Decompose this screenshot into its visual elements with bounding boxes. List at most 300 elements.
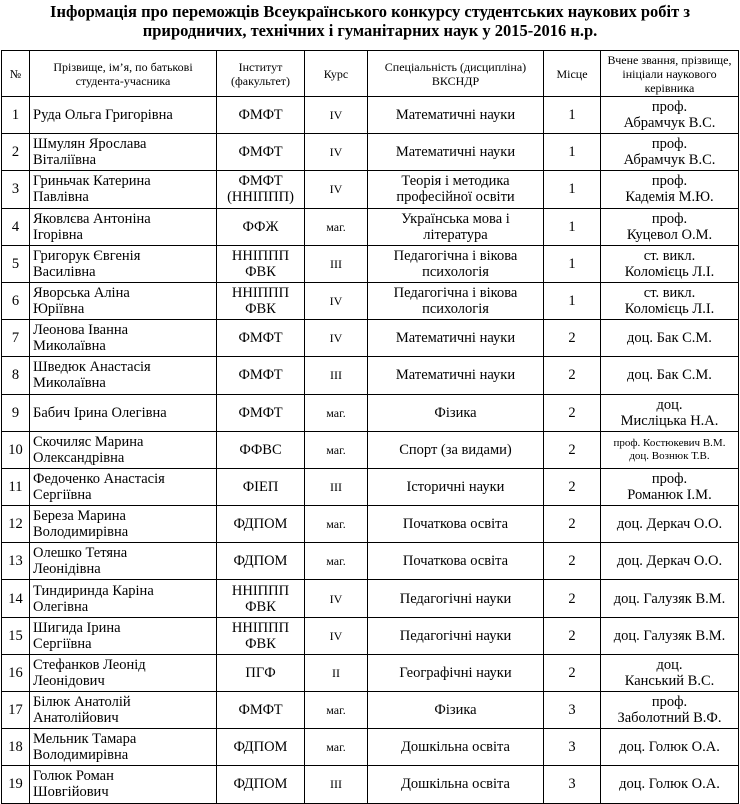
cell-institute-line: ФМФТ bbox=[238, 107, 283, 124]
cell-student-name-line: Миколаївна bbox=[33, 338, 106, 355]
cell-institute bbox=[217, 357, 305, 394]
cell-course bbox=[305, 171, 368, 208]
table-row bbox=[2, 729, 739, 766]
header-course: Курс bbox=[305, 51, 368, 97]
cell-institute-line: ННІППП bbox=[231, 582, 290, 599]
cell-supervisor bbox=[601, 729, 739, 766]
cell-num bbox=[2, 357, 30, 394]
cell-student-name-line: Олегівна bbox=[33, 598, 89, 615]
cell-place bbox=[544, 171, 601, 208]
cell-num bbox=[2, 692, 30, 729]
cell-supervisor-line: Кадемія М.Ю. bbox=[625, 189, 714, 206]
cell-place bbox=[544, 431, 601, 468]
cell-student-name-line: Бабич Ірина Олегівна bbox=[33, 404, 167, 421]
cell-supervisor-line: Канський В.С. bbox=[624, 672, 715, 689]
cell-supervisor-line: проф. bbox=[651, 136, 688, 153]
cell-specialty-line: Педагогічні науки bbox=[399, 627, 512, 644]
cell-specialty bbox=[368, 766, 544, 803]
cell-place-line: 2 bbox=[568, 441, 576, 458]
cell-num-line: 18 bbox=[8, 739, 23, 756]
cell-supervisor-line: ст. викл. bbox=[643, 247, 696, 264]
cell-supervisor bbox=[601, 468, 739, 505]
cell-specialty bbox=[368, 580, 544, 617]
cell-course bbox=[305, 320, 368, 357]
cell-student-name-line: Олешко Тетяна bbox=[33, 545, 128, 562]
table-row bbox=[2, 320, 739, 357]
cell-institute-line: (ННІППП) bbox=[227, 189, 294, 206]
header-specialty: Спеціальність (дисципліна) ВКСНДР bbox=[368, 51, 544, 97]
cell-institute-line: ФМФТ bbox=[238, 702, 283, 719]
cell-num bbox=[2, 506, 30, 543]
cell-num-line: 17 bbox=[8, 702, 23, 719]
cell-specialty-line: Математичні науки bbox=[395, 107, 516, 124]
cell-supervisor-line: Мислiцька Н.А. bbox=[620, 412, 719, 429]
cell-place bbox=[544, 134, 601, 171]
cell-course bbox=[305, 357, 368, 394]
cell-num bbox=[2, 320, 30, 357]
table-row bbox=[2, 134, 739, 171]
cell-student-name-line: Яковлєва Антоніна bbox=[33, 210, 151, 227]
cell-place bbox=[544, 357, 601, 394]
cell-institute-line: ФМФТ bbox=[238, 330, 283, 347]
cell-supervisor bbox=[601, 692, 739, 729]
cell-num-line: 10 bbox=[8, 441, 23, 458]
cell-place-line: 1 bbox=[568, 293, 576, 310]
cell-place bbox=[544, 729, 601, 766]
title-line-2: природничих, технічних і гуманітарних наук у 2015-2016 н.р. bbox=[142, 21, 598, 40]
cell-place bbox=[544, 468, 601, 505]
cell-institute-line: ННІППП bbox=[231, 619, 290, 636]
cell-course bbox=[305, 97, 368, 134]
cell-course bbox=[305, 394, 368, 431]
cell-supervisor-line: Абрамчук В.С. bbox=[623, 115, 716, 132]
cell-student-name bbox=[30, 468, 217, 505]
cell-institute-line: ФФЖ bbox=[242, 218, 279, 235]
cell-num-line: 8 bbox=[11, 367, 20, 384]
cell-course-line: III bbox=[330, 256, 342, 271]
cell-supervisor bbox=[601, 320, 739, 357]
cell-supervisor bbox=[601, 245, 739, 282]
cell-supervisor-line: доц. Голюк О.А. bbox=[619, 776, 720, 793]
cell-num bbox=[2, 729, 30, 766]
cell-institute bbox=[217, 543, 305, 580]
cell-num-line: 11 bbox=[8, 478, 23, 495]
cell-institute bbox=[217, 320, 305, 357]
cell-supervisor-line: доц. bbox=[656, 396, 683, 413]
cell-student-name-line: Скочиляс Марина bbox=[33, 433, 144, 450]
cell-institute-line: ПГФ bbox=[245, 664, 276, 681]
cell-supervisor-line: доц. Галузяк В.М. bbox=[613, 627, 726, 644]
table-header-row bbox=[2, 51, 739, 97]
cell-num-line: 3 bbox=[11, 181, 20, 198]
cell-student-name bbox=[30, 134, 217, 171]
cell-student-name-line: Мельник Тамара bbox=[33, 731, 137, 748]
cell-num-line: 6 bbox=[11, 293, 20, 310]
cell-student-name-line: Шведюк Анастасія bbox=[33, 359, 151, 376]
cell-student-name bbox=[30, 506, 217, 543]
cell-course bbox=[305, 729, 368, 766]
cell-supervisor bbox=[601, 171, 739, 208]
cell-course-line: маг. bbox=[326, 703, 346, 718]
cell-specialty-line: Фізика bbox=[434, 404, 477, 421]
cell-specialty-line: психологія bbox=[422, 301, 489, 318]
cell-place bbox=[544, 580, 601, 617]
cell-institute-line: ФВК bbox=[245, 301, 276, 318]
cell-student-name bbox=[30, 208, 217, 245]
cell-institute bbox=[217, 580, 305, 617]
cell-student-name bbox=[30, 617, 217, 654]
cell-course bbox=[305, 692, 368, 729]
cell-supervisor bbox=[601, 580, 739, 617]
cell-student-name-line: Леонова Іванна bbox=[33, 322, 129, 339]
table-row bbox=[2, 282, 739, 319]
cell-institute bbox=[217, 282, 305, 319]
cell-course-line: маг. bbox=[326, 740, 346, 755]
cell-institute bbox=[217, 245, 305, 282]
cell-num bbox=[2, 766, 30, 803]
cell-supervisor bbox=[601, 506, 739, 543]
cell-supervisor-line: доц. Бак С.М. bbox=[627, 367, 712, 384]
cell-institute-line: ФМФТ bbox=[238, 404, 283, 421]
cell-specialty bbox=[368, 654, 544, 691]
cell-course bbox=[305, 282, 368, 319]
cell-institute bbox=[217, 654, 305, 691]
table-row bbox=[2, 431, 739, 468]
cell-supervisor-line: доц. Бак С.М. bbox=[627, 330, 712, 347]
cell-num-line: 14 bbox=[8, 590, 23, 607]
cell-institute bbox=[217, 729, 305, 766]
table-row bbox=[2, 617, 739, 654]
cell-place-line: 2 bbox=[568, 664, 576, 681]
cell-course-line: маг. bbox=[326, 517, 346, 532]
cell-specialty bbox=[368, 729, 544, 766]
cell-student-name-line: Шмулян Ярослава bbox=[33, 136, 147, 153]
cell-institute-line: ФВК bbox=[245, 598, 276, 615]
cell-specialty bbox=[368, 357, 544, 394]
cell-specialty-line: література bbox=[423, 226, 488, 243]
winners-table bbox=[1, 50, 739, 804]
header-supervisor: Вчене звання, прізвище, ініціали наукового керівника bbox=[601, 51, 739, 97]
cell-supervisor bbox=[601, 543, 739, 580]
cell-specialty-line: психологія bbox=[422, 263, 489, 280]
table-row bbox=[2, 208, 739, 245]
cell-institute-line: ФВК bbox=[245, 263, 276, 280]
document-title bbox=[0, 0, 740, 42]
cell-specialty bbox=[368, 282, 544, 319]
cell-specialty bbox=[368, 543, 544, 580]
cell-place-line: 1 bbox=[568, 218, 576, 235]
cell-student-name-line: Гриньчак Катерина bbox=[33, 173, 151, 190]
cell-specialty-line: Педагогічні науки bbox=[399, 590, 512, 607]
cell-course-line: III bbox=[330, 368, 342, 383]
cell-place-line: 2 bbox=[568, 404, 576, 421]
cell-course-line: II bbox=[332, 665, 340, 680]
cell-course bbox=[305, 134, 368, 171]
cell-institute bbox=[217, 617, 305, 654]
cell-supervisor-line: доц. bbox=[656, 656, 683, 673]
cell-supervisor-line: проф. Костюкевич В.М. bbox=[613, 436, 726, 449]
cell-course-line: III bbox=[330, 479, 342, 494]
cell-supervisor-line: проф. bbox=[651, 99, 688, 116]
table-row bbox=[2, 245, 739, 282]
cell-institute-line: ННІППП bbox=[231, 285, 290, 302]
table-row bbox=[2, 654, 739, 691]
cell-place bbox=[544, 506, 601, 543]
cell-student-name-line: Яворська Аліна bbox=[33, 285, 130, 302]
cell-supervisor-line: проф. bbox=[651, 694, 688, 711]
cell-course bbox=[305, 654, 368, 691]
cell-student-name bbox=[30, 766, 217, 803]
cell-student-name-line: Миколаївна bbox=[33, 375, 106, 392]
cell-num bbox=[2, 580, 30, 617]
cell-num-line: 9 bbox=[11, 404, 20, 421]
header-name: Прізвище, ім’я, по батькові студента-учасника bbox=[30, 51, 217, 97]
cell-supervisor bbox=[601, 766, 739, 803]
cell-supervisor bbox=[601, 208, 739, 245]
cell-specialty-line: Педагогічна і вікова bbox=[393, 247, 518, 264]
cell-student-name-line: Анатолійович bbox=[33, 710, 119, 727]
cell-num bbox=[2, 97, 30, 134]
cell-num bbox=[2, 394, 30, 431]
cell-num-line: 16 bbox=[8, 664, 23, 681]
cell-course bbox=[305, 431, 368, 468]
cell-place-line: 1 bbox=[568, 144, 576, 161]
cell-specialty-line: Початкова освіта bbox=[402, 516, 509, 533]
cell-num bbox=[2, 543, 30, 580]
cell-student-name-line: Федоченко Анастасія bbox=[33, 470, 165, 487]
cell-specialty bbox=[368, 320, 544, 357]
table-row bbox=[2, 766, 739, 803]
cell-student-name-line: Володимирівна bbox=[33, 747, 129, 764]
cell-institute bbox=[217, 97, 305, 134]
cell-supervisor bbox=[601, 394, 739, 431]
title-line-1: Інформація про переможців Всеукраїнського конкурсу студентських наукових робіт з bbox=[50, 2, 690, 21]
cell-institute-line: ФДПОМ bbox=[233, 739, 288, 756]
cell-specialty-line: Історичні науки bbox=[406, 478, 505, 495]
cell-num-line: 4 bbox=[11, 218, 20, 235]
cell-place bbox=[544, 97, 601, 134]
cell-student-name bbox=[30, 245, 217, 282]
cell-supervisor bbox=[601, 97, 739, 134]
cell-student-name-line: Леонідович bbox=[33, 672, 105, 689]
cell-place-line: 2 bbox=[568, 516, 576, 533]
cell-student-name-line: Сергіївна bbox=[33, 635, 92, 652]
cell-student-name bbox=[30, 580, 217, 617]
cell-course-line: IV bbox=[329, 591, 343, 606]
cell-specialty bbox=[368, 134, 544, 171]
cell-course-line: IV bbox=[329, 628, 343, 643]
cell-student-name bbox=[30, 543, 217, 580]
table-row bbox=[2, 580, 739, 617]
cell-institute-line: ФІЕП bbox=[242, 478, 279, 495]
cell-num bbox=[2, 208, 30, 245]
cell-specialty-line: Початкова освіта bbox=[402, 553, 509, 570]
cell-institute bbox=[217, 394, 305, 431]
cell-place-line: 2 bbox=[568, 478, 576, 495]
cell-student-name-line: Павлівна bbox=[33, 189, 89, 206]
cell-institute bbox=[217, 171, 305, 208]
cell-institute-line: ФДПОМ bbox=[233, 516, 288, 533]
cell-supervisor bbox=[601, 134, 739, 171]
cell-num bbox=[2, 171, 30, 208]
cell-institute-line: ФМФТ bbox=[238, 367, 283, 384]
cell-student-name-line: Береза Марина bbox=[33, 508, 126, 525]
cell-supervisor-line: доц. Деркач О.О. bbox=[616, 516, 723, 533]
cell-student-name-line: Білюк Анатолій bbox=[33, 694, 131, 711]
cell-supervisor bbox=[601, 431, 739, 468]
table-row bbox=[2, 171, 739, 208]
cell-institute bbox=[217, 134, 305, 171]
cell-supervisor bbox=[601, 617, 739, 654]
cell-specialty bbox=[368, 617, 544, 654]
cell-supervisor-line: доц. Голюк О.А. bbox=[619, 739, 720, 756]
cell-place-line: 2 bbox=[568, 553, 576, 570]
cell-course-line: маг. bbox=[326, 219, 346, 234]
header-num: № bbox=[2, 51, 30, 97]
cell-place bbox=[544, 692, 601, 729]
cell-num-line: 1 bbox=[11, 107, 20, 124]
cell-student-name-line: Руда Ольга Григорівна bbox=[33, 107, 173, 124]
cell-course-line: маг. bbox=[326, 554, 346, 569]
cell-institute bbox=[217, 506, 305, 543]
cell-course bbox=[305, 766, 368, 803]
cell-course-line: IV bbox=[329, 294, 343, 309]
cell-supervisor-line: проф. bbox=[651, 470, 688, 487]
cell-place-line: 1 bbox=[568, 255, 576, 272]
cell-student-name bbox=[30, 97, 217, 134]
cell-place bbox=[544, 394, 601, 431]
cell-num-line: 7 bbox=[11, 330, 20, 347]
cell-specialty-line: Спорт (за видами) bbox=[399, 441, 512, 458]
cell-specialty-line: професійної освіти bbox=[396, 189, 515, 206]
cell-place bbox=[544, 245, 601, 282]
cell-place bbox=[544, 208, 601, 245]
cell-place bbox=[544, 617, 601, 654]
cell-course-line: IV bbox=[329, 108, 343, 123]
cell-institute bbox=[217, 431, 305, 468]
cell-course-line: IV bbox=[329, 331, 343, 346]
cell-place-line: 2 bbox=[568, 330, 576, 347]
cell-student-name bbox=[30, 171, 217, 208]
cell-specialty-line: Теорія і методика bbox=[401, 173, 510, 190]
table-row bbox=[2, 692, 739, 729]
cell-student-name bbox=[30, 357, 217, 394]
cell-institute-line: ФДПОМ bbox=[233, 776, 288, 793]
cell-specialty bbox=[368, 468, 544, 505]
cell-place-line: 1 bbox=[568, 181, 576, 198]
cell-num-line: 12 bbox=[8, 516, 23, 533]
cell-num bbox=[2, 282, 30, 319]
cell-place bbox=[544, 543, 601, 580]
cell-supervisor bbox=[601, 654, 739, 691]
cell-specialty bbox=[368, 171, 544, 208]
cell-num bbox=[2, 617, 30, 654]
cell-num bbox=[2, 468, 30, 505]
cell-institute bbox=[217, 692, 305, 729]
cell-student-name-line: Голюк Роман bbox=[33, 768, 114, 785]
cell-institute-line: ФВК bbox=[245, 635, 276, 652]
cell-specialty bbox=[368, 506, 544, 543]
cell-student-name-line: Стефанков Леонід bbox=[33, 656, 146, 673]
header-institute: Інститут (факультет) bbox=[217, 51, 305, 97]
cell-supervisor-line: Абрамчук В.С. bbox=[623, 152, 716, 169]
cell-specialty-line: Математичні науки bbox=[395, 367, 516, 384]
cell-num bbox=[2, 245, 30, 282]
cell-course bbox=[305, 543, 368, 580]
cell-place-line: 2 bbox=[568, 627, 576, 644]
table-row bbox=[2, 357, 739, 394]
cell-supervisor-line: Коломієць Л.І. bbox=[624, 301, 715, 318]
cell-course-line: маг. bbox=[326, 405, 346, 420]
cell-student-name-line: Сергіївна bbox=[33, 486, 92, 503]
cell-num-line: 5 bbox=[11, 255, 20, 272]
header-place: Місце bbox=[544, 51, 601, 97]
cell-student-name-line: Юріївна bbox=[33, 301, 85, 318]
cell-student-name bbox=[30, 692, 217, 729]
cell-supervisor-line: доц. Деркач О.О. bbox=[616, 553, 723, 570]
cell-num-line: 15 bbox=[8, 627, 23, 644]
cell-supervisor-line: Коломієць Л.І. bbox=[624, 263, 715, 280]
cell-course bbox=[305, 580, 368, 617]
cell-institute bbox=[217, 468, 305, 505]
cell-supervisor-line: доц. Галузяк В.М. bbox=[613, 590, 726, 607]
cell-institute-line: ННІППП bbox=[231, 247, 290, 264]
table-row bbox=[2, 394, 739, 431]
cell-specialty-line: Українська мова і bbox=[401, 210, 510, 227]
cell-place bbox=[544, 766, 601, 803]
cell-num bbox=[2, 134, 30, 171]
cell-specialty bbox=[368, 394, 544, 431]
cell-student-name-line: Василівна bbox=[33, 263, 96, 280]
cell-student-name-line: Володимирівна bbox=[33, 524, 129, 541]
cell-student-name-line: Леонідівна bbox=[33, 561, 101, 578]
cell-place bbox=[544, 654, 601, 691]
cell-specialty bbox=[368, 97, 544, 134]
cell-student-name-line: Шигида Ірина bbox=[33, 619, 121, 636]
cell-course-line: III bbox=[330, 777, 342, 792]
cell-place bbox=[544, 282, 601, 319]
cell-specialty-line: Фізика bbox=[434, 702, 477, 719]
cell-institute-line: ФФВС bbox=[239, 441, 282, 458]
cell-course-line: IV bbox=[329, 182, 343, 197]
cell-specialty bbox=[368, 431, 544, 468]
cell-student-name-line: Григорук Євгенія bbox=[33, 247, 141, 264]
cell-place-line: 1 bbox=[568, 107, 576, 124]
cell-supervisor-line: Куцевол О.М. bbox=[626, 226, 713, 243]
cell-course bbox=[305, 245, 368, 282]
cell-student-name-line: Ігорівна bbox=[33, 226, 83, 243]
cell-student-name bbox=[30, 654, 217, 691]
cell-student-name bbox=[30, 282, 217, 319]
cell-institute bbox=[217, 208, 305, 245]
cell-course-line: маг. bbox=[326, 442, 346, 457]
cell-course bbox=[305, 506, 368, 543]
cell-course-line: IV bbox=[329, 145, 343, 160]
cell-student-name bbox=[30, 394, 217, 431]
table-row bbox=[2, 506, 739, 543]
cell-specialty-line: Математичні науки bbox=[395, 144, 516, 161]
cell-student-name-line: Шовгійович bbox=[33, 784, 109, 801]
cell-institute-line: ФДПОМ bbox=[233, 553, 288, 570]
cell-course bbox=[305, 617, 368, 654]
cell-student-name bbox=[30, 320, 217, 357]
cell-specialty bbox=[368, 692, 544, 729]
cell-supervisor-line: Романюк І.М. bbox=[627, 486, 712, 503]
cell-specialty-line: Педагогічна і вікова bbox=[393, 285, 518, 302]
cell-student-name bbox=[30, 431, 217, 468]
cell-supervisor-line: доц. Вознюк Т.В. bbox=[629, 449, 710, 462]
cell-place-line: 3 bbox=[568, 702, 576, 719]
